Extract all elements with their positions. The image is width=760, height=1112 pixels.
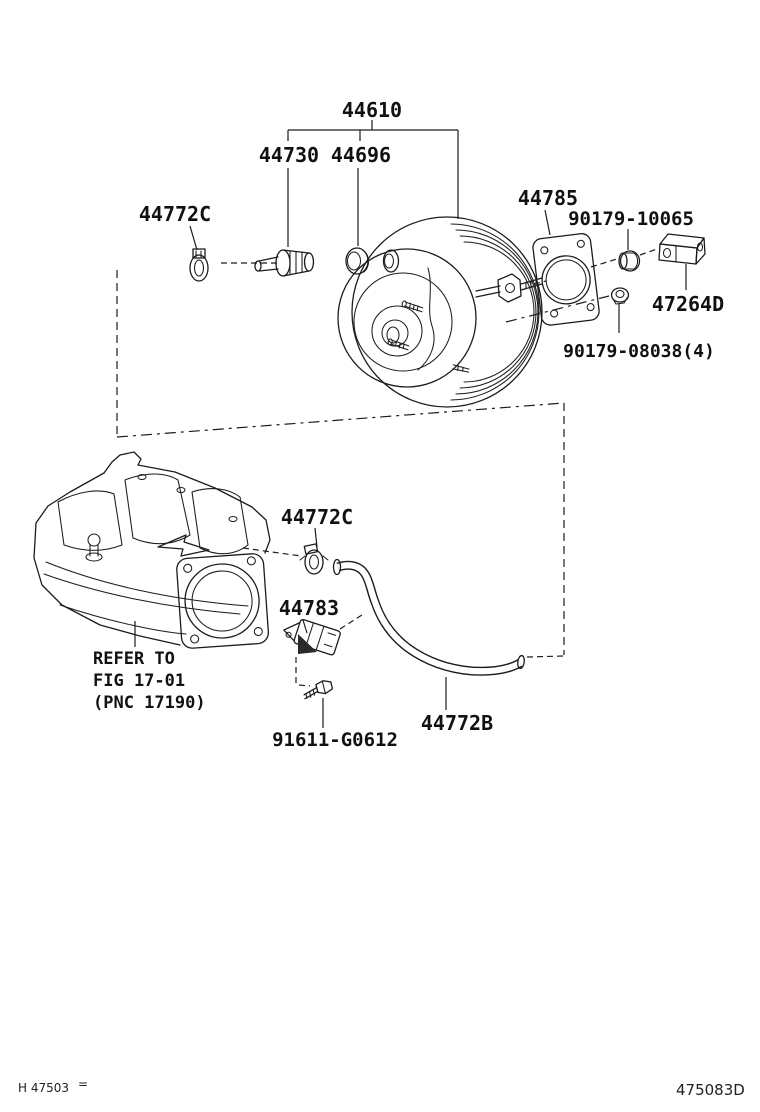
footer-right-code: 475083D bbox=[676, 1081, 745, 1099]
callout-clamp-mid: 44772C bbox=[280, 505, 354, 529]
vacuum-hose-drawing bbox=[334, 560, 526, 672]
callout-grommet: 44696 bbox=[330, 143, 392, 167]
callout-booster: 44610 bbox=[341, 98, 403, 122]
clamp-left-drawing bbox=[190, 249, 208, 281]
footer-left-mark: = bbox=[78, 1077, 89, 1091]
booster-bracket-drawing bbox=[659, 234, 705, 264]
callout-gasket: 44785 bbox=[517, 186, 579, 210]
brake-booster-drawing bbox=[338, 217, 542, 407]
callout-booster-bracket: 47264D bbox=[651, 292, 725, 316]
clamp-nut-drawing bbox=[619, 251, 640, 271]
booster-stud-icon bbox=[401, 301, 423, 312]
callout-union-bolt: 91611-G0612 bbox=[272, 729, 398, 751]
footer-left-code: H 47503 bbox=[18, 1081, 70, 1095]
vacuum-check-valve-drawing bbox=[281, 615, 341, 656]
callout-clamp-left: 44772C bbox=[138, 202, 212, 226]
mount-nut-drawing bbox=[612, 288, 629, 304]
callout-check-valve: 44730 bbox=[258, 143, 320, 167]
reference-note-line3: (PNC 17190) bbox=[93, 693, 206, 713]
union-bolt-drawing bbox=[302, 679, 333, 699]
callout-vacuum-check-valve: 44783 bbox=[278, 596, 340, 620]
booster-stud-icon bbox=[453, 365, 470, 372]
intake-manifold-drawing bbox=[34, 452, 270, 649]
callout-clamp-nut: 90179-10065 bbox=[568, 208, 694, 230]
callout-vacuum-hose: 44772B bbox=[420, 711, 494, 735]
callout-mount-nut: 90179-08038(4) bbox=[563, 341, 715, 362]
reference-note-line1: REFER TO bbox=[93, 649, 175, 669]
reference-note-line2: FIG 17-01 bbox=[93, 671, 186, 691]
clamp-mid-drawing bbox=[300, 544, 328, 574]
